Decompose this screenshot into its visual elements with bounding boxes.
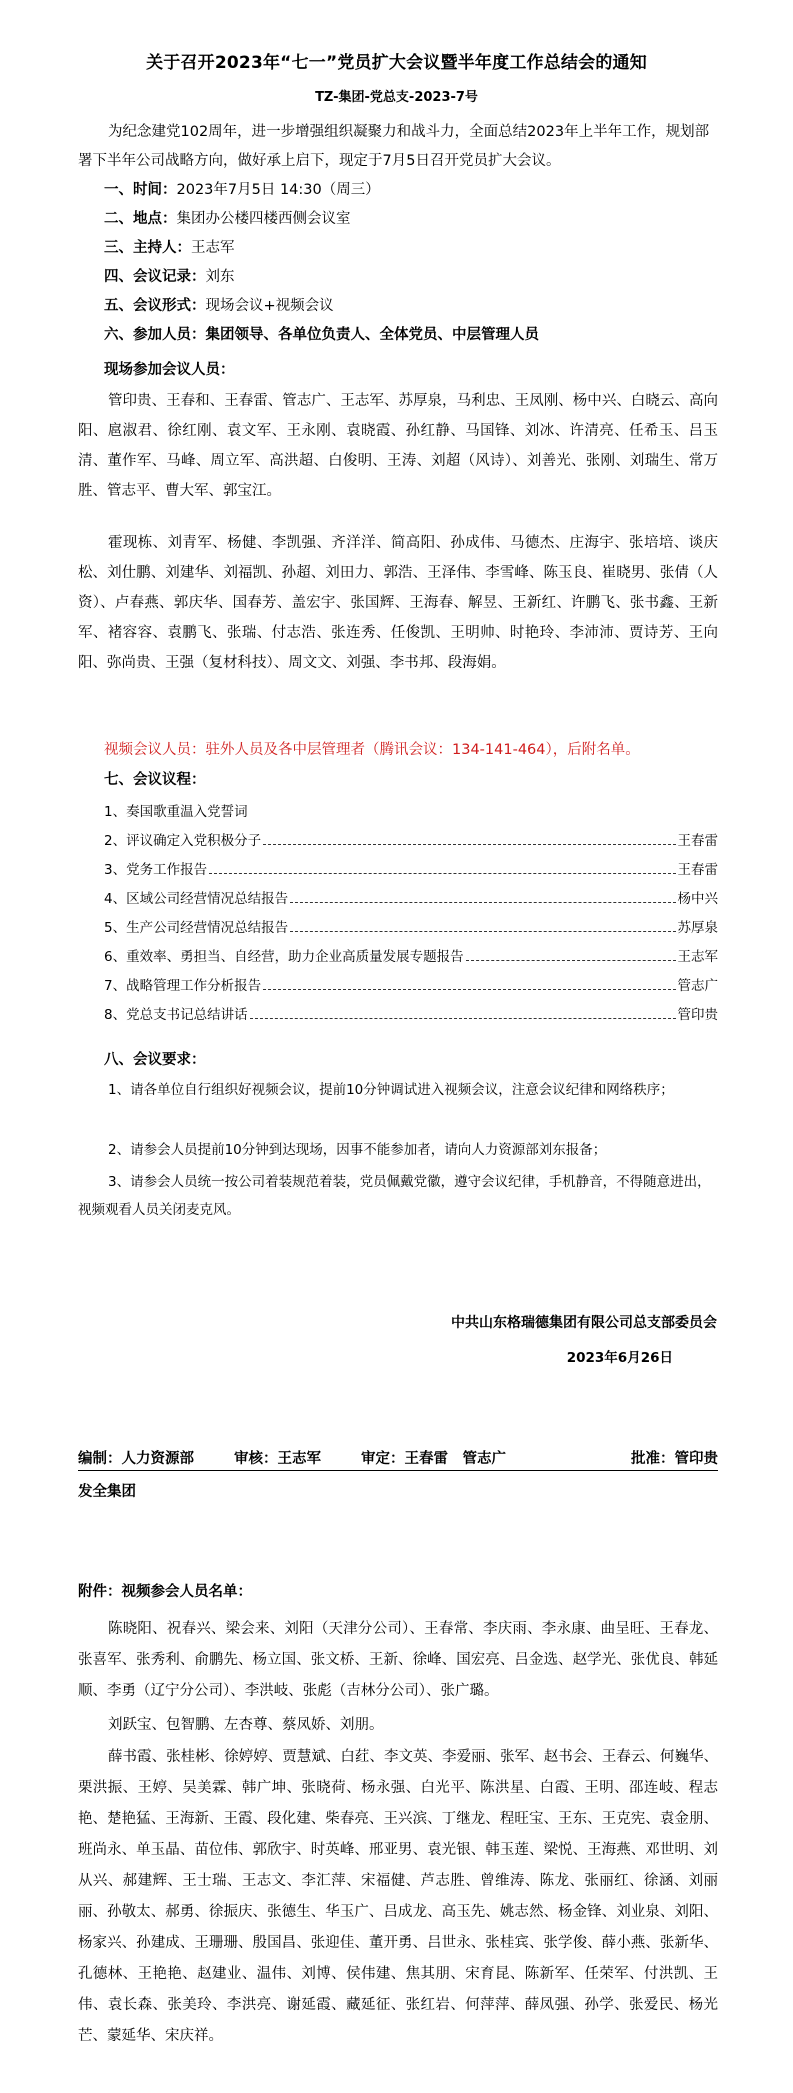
item-format: 五、会议形式：现场会议+视频会议 [104, 298, 334, 314]
signing-organization: 中共山东格瑞德集团有限公司总支部委员会 [451, 1315, 717, 1331]
distribution: 发全集团 [78, 1484, 136, 1500]
attachment-names-group-3: 薛书霞、张桂彬、徐婷婷、贾慧斌、白荭、李文英、李爱丽、张军、赵书会、王春云、何巍华、栗洪振、王婷、吴美霖、韩广坤、张晓荷、杨永强、白光平、陈洪星、白霞、王明、邵连岐、程志艳、楚艳猛、王海新、王霞、段化建、柴春亮、王兴滨、丁继龙、程旺宝、王东、王克宪、袁金朋、班尚永、单玉晶、苗位伟、郭欣宇、时英峰、邢亚男、袁光银、韩玉莲、梁悦、王海燕、邓世明、刘从兴、郝建辉、王士瑞、王志文、李汇萍、宋福健、芦志胜、曾维涛、陈龙、张丽红、徐涵、刘丽丽、孙敬太、郝勇、徐振庆、张德生、华玉广、吕成龙、高玉先、姚志然、杨金锋、刘业泉、刘阳、杨家兴、孙建成、王珊珊、殷国昌、张迎佳、董开勇、吕世永、张桂宾、张学俊、薛小燕、张新华、孔德林、王艳艳、赵建业、温伟、刘博、侯伟建、焦其朋、宋育昆、陈新军、任荣军、付洪凯、王伟、袁长森、张美玲、李洪亮、谢延霞、藏延征、张红岩、何萍萍、薛凤强、孙学、张爱民、杨光芒、蒙延华、宋庆祥。 [78, 1749, 718, 2044]
footer-approver-2: 批准：管印贵 [631, 1451, 718, 1467]
agenda-title: 七、会议议程： [104, 772, 206, 788]
document-number: TZ-集团-党总支-2023-7号 [315, 90, 478, 105]
item-time: 一、时间：2023年7月5日 14:30（周三） [104, 182, 380, 198]
video-participants-note: 视频会议人员：驻外人员及各中层管理者（腾讯会议：134-141-464），后附名单。 [104, 742, 640, 758]
agenda-item-1: 1、奏国歌重温入党誓词 [104, 804, 248, 820]
requirements-title: 八、会议要求： [104, 1052, 206, 1068]
agenda-item-3: 3、党务工作报告 王春雷 [104, 862, 718, 878]
item-participants: 六、参加人员：集团领导、各单位负责人、全体党员、中层管理人员 [104, 327, 539, 343]
onsite-names-group-1: 管印贵、王春和、王春雷、管志广、王志军、苏厚泉，马利忠、王凤刚、杨中兴、白晓云、高向阳、扈淑君、徐红刚、袁文军、王永刚、袁晓霞、孙红静、马国锋、刘冰、许清亮、任希玉、吕玉清、董作军、马峰、周立军、高洪超、白俊明、王涛、刘超（风诗）、刘善光、张刚、刘瑞生、常万胜、管志平、曹大军、郭宝江。 [78, 393, 718, 499]
agenda-item-6: 6、重效率、勇担当、自经营，助力企业高质量发展专题报告 王志军 [104, 949, 718, 965]
attachment-names-group-1: 陈晓阳、祝春兴、梁会来、刘阳（天津分公司）、王春常、李庆雨、李永康、曲呈旺、王春龙、张喜军、张秀利、俞鹏先、杨立国、张文桥、王新、徐峰、国宏亮、吕金选、赵学光、张优良、韩延顺、李勇（辽宁分公司）、李洪岐、张彪（吉林分公司）、张广璐。 [78, 1621, 718, 1699]
agenda-item-7: 7、战略管理工作分析报告 管志广 [104, 978, 718, 994]
requirement-2: 2、请参会人员提前10分钟到达现场，因事不能参加者，请向人力资源部刘东报备； [108, 1142, 607, 1158]
onsite-title: 现场参加会议人员： [104, 362, 235, 378]
item-recorder: 四、会议记录：刘东 [104, 269, 235, 285]
agenda-item-2: 2、评议确定入党积极分子 王春雷 [104, 833, 718, 849]
agenda-item-4: 4、区域公司经营情况总结报告 杨中兴 [104, 891, 718, 907]
intro-paragraph: 为纪念建党102周年，进一步增强组织凝聚力和战斗力，全面总结2023年上半年工作，规划部署下半年公司战略方向，做好承上启下，现定于7月5日召开党员扩大会议。 [78, 124, 710, 169]
requirement-1: 1、请各单位自行组织好视频会议，提前10分钟调试进入视频会议，注意会议纪律和网络秩序； [108, 1082, 674, 1098]
signing-date: 2023年6月26日 [566, 1350, 673, 1366]
attachment-title: 附件：视频参会人员名单： [78, 1584, 252, 1600]
approval-footer [78, 1447, 718, 1471]
footer-editor: 编制：人力资源部 [78, 1451, 194, 1467]
item-host: 三、主持人：王志军 [104, 240, 235, 256]
onsite-names-group-2: 霍现栋、刘青军、杨健、李凯强、齐洋洋、简高阳、孙成伟、马德杰、庄海宇、张培培、谈庆松、刘仕鹏、刘建华、刘福凯、孙超、刘田力、郭浩、王泽伟、李雪峰、陈玉良、崔晓男、张倩（人资）、卢春燕、郭庆华、国春芳、盖宏宇、张国辉、王海春、解昱、王新红、许鹏飞、张书鑫、王新军、褚容容、袁鹏飞、张瑞、付志浩、张连秀、任俊凯、王明帅、时艳玲、李沛沛、贾诗芳、王向阳、弥尚贵、王强（复材科技）、周文文、刘强、李书邦、段海娟。 [78, 535, 718, 671]
agenda-item-5: 5、生产公司经营情况总结报告 苏厚泉 [104, 920, 718, 936]
document-title: 关于召开2023年“七一”党员扩大会议暨半年度工作总结会的通知 [146, 53, 647, 73]
agenda-item-8: 8、党总支书记总结讲话 管印贵 [104, 1007, 718, 1023]
attachment-names-group-2: 刘跃宝、包智鹏、左杏尊、蔡凤娇、刘朋。 [108, 1717, 384, 1733]
requirement-3: 3、请参会人员统一按公司着装规范着装，党员佩戴党徽，遵守会议纪律，手机静音，不得随意进出，视频观看人员关闭麦克风。 [78, 1174, 711, 1218]
footer-approver-1: 审定：王春雷 管志广 [361, 1451, 506, 1467]
footer-reviewer: 审核：王志军 [234, 1451, 321, 1467]
item-location: 二、地点：集团办公楼四楼西侧会议室 [104, 211, 351, 227]
